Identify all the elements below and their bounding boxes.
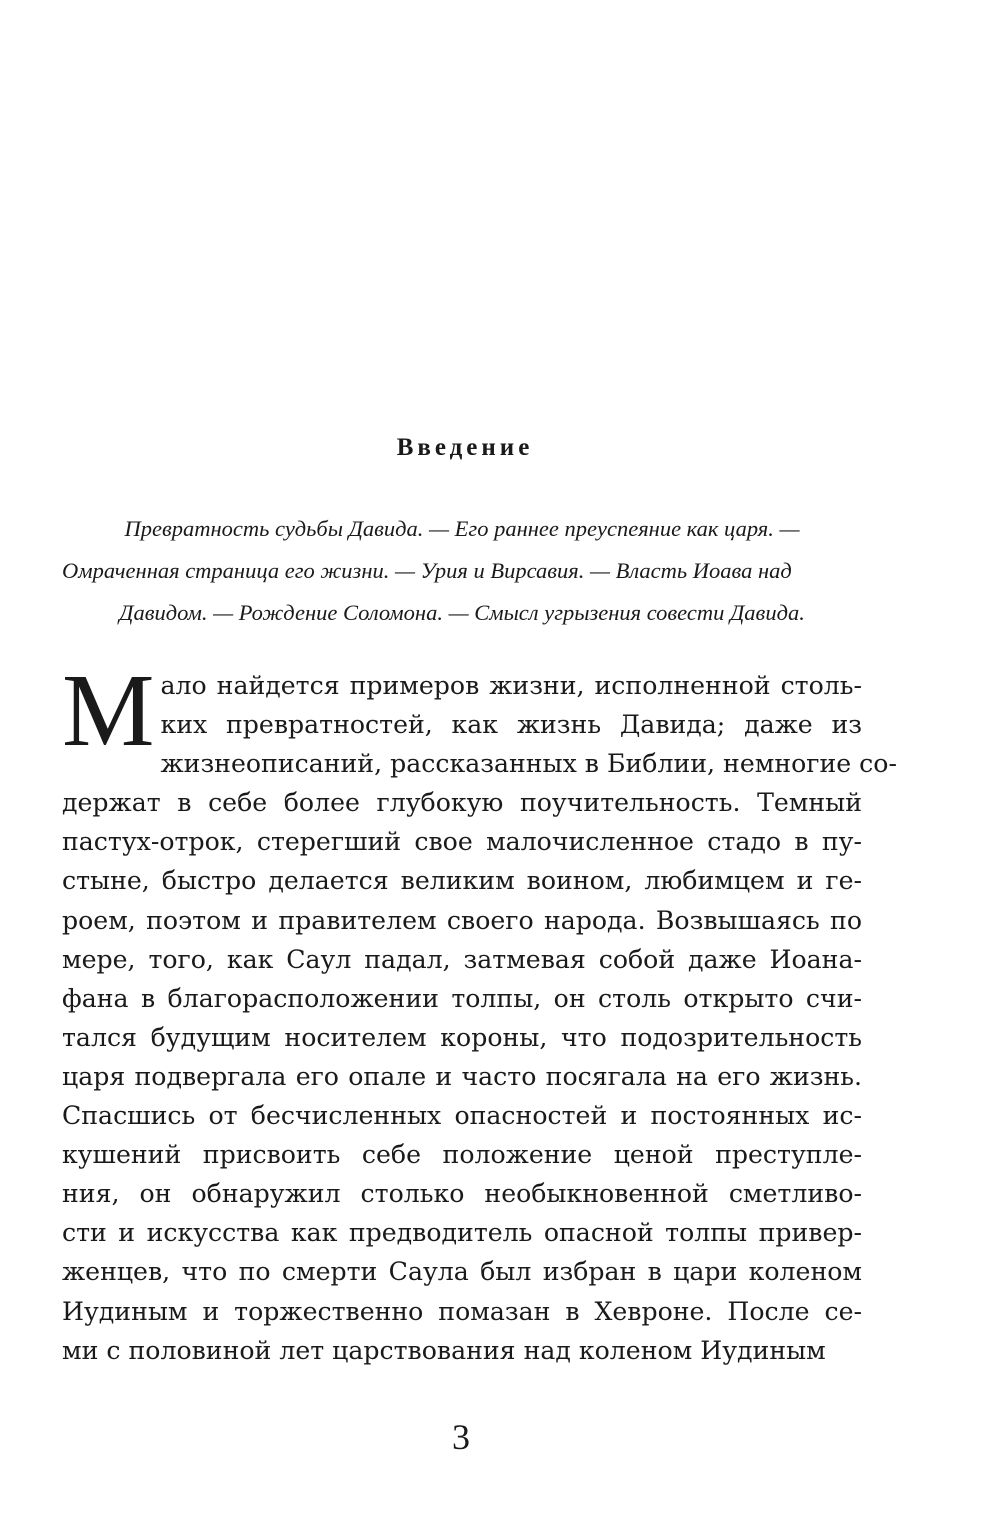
chapter-summary	[62, 508, 862, 634]
text-line: ния, он обнаружил столько необыкновенной сметливо-	[62, 1179, 862, 1209]
text-line: жизнеописаний, рассказанных в Библии, немногие со-	[160, 749, 897, 779]
summary-line: Омраченная страница его жизни. — Урия и Вирсавия. — Власть Иоава над	[62, 558, 792, 583]
page-number: 3	[452, 1417, 470, 1457]
text-line: держат в себе более глубокую поучительность. Темный	[62, 788, 862, 818]
body-text	[62, 653, 897, 1370]
chapter-title: Введение	[396, 434, 534, 461]
text-line: роем, поэтом и правителем своего народа. Возвышаясь по	[62, 905, 862, 935]
summary-line: Давидом. — Рождение Соломона. — Смысл угрызения совести Давида.	[119, 600, 805, 625]
text-line: царя подвергала его опале и часто посягала на его жизнь.	[62, 1061, 862, 1091]
text-line: пастух-отрок, стерегший свое малочисленное стадо в пу-	[62, 827, 862, 857]
text-line: ми с половиной лет царствования над коленом Иудиным	[62, 1335, 826, 1365]
text-line: сти и искусства как предводитель опасной толпы привер-	[62, 1218, 862, 1248]
text-line: Спасшись от бесчисленных опасностей и постоянных ис-	[62, 1101, 862, 1131]
text-line: кушений присвоить себе положение ценой преступле-	[62, 1140, 862, 1170]
text-line: тался будущим носителем короны, что подозрительность	[62, 1022, 862, 1052]
text-line: женцев, что по смерти Саула был избран в цари коленом	[62, 1257, 862, 1287]
drop-cap: М	[62, 653, 155, 768]
text-line: фана в благорасположении толпы, он столь открыто счи-	[62, 983, 862, 1013]
summary-line: Превратность судьбы Давида. — Его раннее преуспеяние как царя. —	[124, 516, 800, 541]
text-line: стыне, быстро делается великим воином, любимцем и ге-	[62, 866, 862, 896]
text-line: Иудиным и торжественно помазан в Хевроне. После се-	[62, 1296, 862, 1326]
text-line: ало найдется примеров жизни, исполненной столь-	[160, 671, 862, 700]
text-line: мере, того, как Саул падал, затмевая собой даже Иоана-	[62, 944, 862, 974]
text-line: ких превратностей, как жизнь Давида; даже из	[160, 710, 862, 740]
